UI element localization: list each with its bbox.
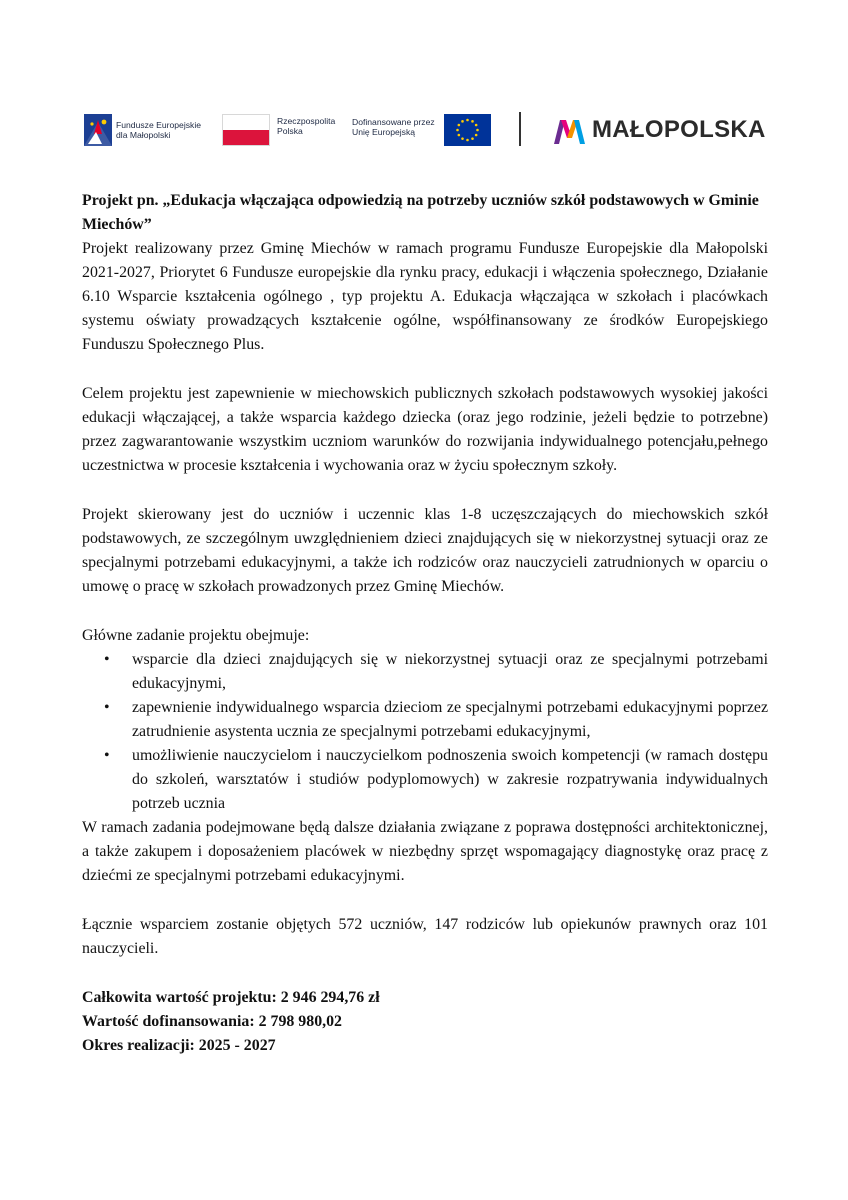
fundusze-europejskie-logo — [84, 114, 214, 146]
poland-flag-icon — [222, 114, 270, 146]
eu-star-icon — [461, 120, 464, 123]
fe-star-icon — [84, 114, 112, 146]
cofinancing-value: Wartość dofinansowania: 2 798 980,02 — [82, 1013, 343, 1030]
tasks-list — [82, 648, 768, 816]
pl-logo-line2: Polska — [277, 126, 303, 136]
eu-star-icon — [456, 129, 459, 132]
list-item — [104, 648, 768, 696]
list-item — [104, 696, 768, 744]
ue-logo-line2: Unię Europejską — [352, 127, 416, 137]
project-title: Projekt pn. „Edukacja włączająca odpowiedzią na potrzeby uczniów szkół podstawowych w Gminie Miechów” — [82, 192, 759, 233]
participants-paragraph: Łącznie wsparciem zostanie objętych 572 uczniów, 147 rodziców lub opiekunów prawnych oraz 101 nauczycieli. — [82, 916, 768, 957]
tasks-intro: Główne zadanie projektu obejmuje: — [82, 627, 310, 644]
logo-bar — [84, 110, 774, 150]
intro-paragraph: Projekt realizowany przez Gminę Miechów w ramach programu Fundusze Europejskie dla Małopolski 2021-2027, Priorytet 6 Fundusze europejskie dla rynku pracy, edukacji i włączenia społecznego, Działanie 6.10 Wsparcie kształcenia ogólnego , typ projektu A. Edukacja włączająca w szkołach i placówkach systemu oświaty prowadzących kształcenie ogólne, współfinansowany ze środków Europejskiego Funduszu Społecznego Plus. — [82, 240, 768, 353]
malopolska-wordmark: MAŁOPOLSKA — [592, 116, 766, 143]
bullet-icon: • — [104, 651, 110, 668]
eu-star-icon — [475, 124, 478, 127]
list-item — [104, 744, 768, 816]
list-item-text: zapewnienie indywidualnego wsparcia dzieciom ze specjalnymi potrzebami edukacyjnymi poprzez zatrudnienie asystenta ucznia ze specjalnymi potrzebami edukacyjnymi, — [132, 699, 768, 740]
fe-logo-line1: Fundusze Europejskie — [116, 120, 202, 130]
additional-actions-paragraph: W ramach zadania podejmowane będą dalsze działania związane z poprawa dostępności architektonicznej, a także zakupem i doposażeniem placówek w niezbędny sprzęt wspomagający diagnostykę oraz pracę z dziećmi ze specjalnymi potrzebami edukacyjnymi. — [82, 819, 768, 884]
logo-divider — [519, 112, 521, 146]
total-value: Całkowita wartość projektu: 2 946 294,76 zł — [82, 989, 380, 1006]
fe-logo-line2: dla Małopolski — [116, 130, 171, 140]
eu-star-icon — [476, 129, 479, 132]
project-summary — [82, 986, 768, 1058]
bullet-icon: • — [104, 747, 110, 764]
eu-star-icon — [475, 134, 478, 137]
eu-star-icon — [466, 139, 469, 142]
eu-flag-icon — [444, 114, 491, 146]
eu-cofinanced-logo — [352, 114, 497, 146]
target-group-paragraph: Projekt skierowany jest do uczniów i uczennic klas 1-8 uczęszczających do miechowskich szkół podstawowych, ze szczególnym uwzględnieniem dzieci znajdujących się w niekorzystnej sytuacji oraz ze specjalnymi potrzebami edukacyjnymi, a także ich rodziców oraz nauczycieli zatrudnionych w oparciu o umowę o pracę w szkołach prowadzonych przez Gminę Miechów. — [82, 506, 768, 595]
eu-star-icon — [471, 137, 474, 140]
eu-star-icon — [471, 120, 474, 123]
realization-period: Okres realizacji: 2025 - 2027 — [82, 1037, 276, 1054]
list-item-text: wsparcie dla dzieci znajdujących się w niekorzystnej sytuacji oraz ze specjalnymi potrzebami edukacyjnymi, — [132, 651, 768, 692]
eu-star-icon — [458, 134, 461, 137]
malopolska-logo — [552, 114, 774, 146]
list-item-text: umożliwienie nauczycielom i nauczycielkom podnoszenia swoich kompetencji (w ramach dostępu do szkoleń, warsztatów i studiów podyplomowych) w zakresie rozpatrywania indywidualnych potrzeb ucznia — [132, 747, 768, 812]
ue-logo-line1: Dofinansowane przez — [352, 117, 435, 127]
bullet-icon: • — [104, 699, 110, 716]
eu-star-icon — [458, 124, 461, 127]
eu-star-icon — [466, 119, 469, 122]
pl-logo-line1: Rzeczpospolita — [277, 116, 336, 126]
document-body — [82, 189, 768, 1058]
eu-star-icon — [461, 137, 464, 140]
rzeczpospolita-polska-logo — [222, 114, 336, 146]
goal-paragraph: Celem projektu jest zapewnienie w miechowskich publicznych szkołach podstawowych wysokiej jakości edukacji włączającej, a także wsparcia każdego dziecka (oraz jego rodzinie, jeżeli będzie to potrzebne) przez zagwarantowanie wszystkim uczniom warunków do rozwijania indywidualnego potencjału,pełnego uczestnictwa w procesie kształcenia i wychowania oraz w życiu społecznym szkoły. — [82, 385, 768, 474]
malopolska-m-icon — [552, 116, 586, 146]
